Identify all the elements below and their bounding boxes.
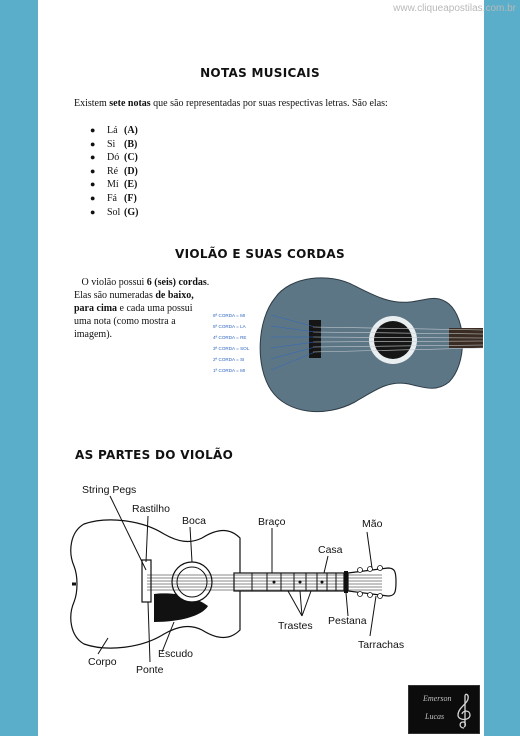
intro-bold: sete notas (109, 98, 151, 109)
note-name: Fá (107, 192, 117, 204)
intro-paragraph (74, 97, 388, 110)
intro-text-end: que são representadas por suas respectivas letras. São elas: (150, 98, 388, 109)
intro-text: Existem (74, 98, 110, 109)
note-letter: (E) (124, 179, 138, 191)
section-title-partes: AS PARTES DO VIOLÃO (75, 448, 234, 462)
label-tarrachas: Tarrachas (358, 639, 405, 651)
note-letter: (G) (124, 206, 139, 218)
label-braco: Braço (258, 516, 286, 528)
list-item (90, 124, 138, 138)
guitar-body (260, 278, 462, 412)
section-title-cordas: VIOLÃO E SUAS CORDAS (175, 247, 345, 261)
note-name: Si (107, 138, 116, 150)
list-item (90, 151, 138, 165)
section-title-notas: NOTAS MUSICAIS (200, 66, 320, 80)
frame-right (484, 0, 520, 736)
note-name: Dó (107, 152, 120, 164)
guitar-strings-photo (205, 268, 483, 420)
note-name: Sol (107, 206, 121, 218)
bullet: ● (90, 206, 96, 217)
notes-list (90, 124, 138, 219)
label-escudo: Escudo (158, 648, 194, 660)
string-label: 5ª CORDA = LA (213, 324, 246, 329)
list-item (90, 206, 138, 220)
note-name: Ré (107, 165, 119, 177)
note-name: Mí (107, 179, 119, 191)
author-logo (408, 685, 480, 734)
list-item (90, 192, 138, 206)
bullet: ● (90, 192, 96, 203)
headstock (348, 568, 396, 596)
label-trastes: Trastes (278, 620, 313, 632)
label-mao: Mão (362, 518, 383, 530)
note-name: Lá (107, 125, 118, 136)
bullet: ● (90, 165, 96, 176)
string-label: 2ª CORDA = SI (213, 357, 245, 362)
cordas-line-5: imagem). (74, 329, 113, 340)
label-pestana: Pestana (328, 615, 367, 627)
label-string-pegs: String Pegs (82, 484, 137, 496)
label-corpo: Corpo (88, 656, 117, 668)
string-label: 3ª CORDA = SOL (213, 346, 250, 351)
soundhole (177, 567, 207, 597)
logo-line-2: Lucas (425, 712, 445, 721)
label-boca: Boca (182, 515, 206, 527)
logo-line-1: Emerson (423, 694, 452, 703)
soundhole (374, 321, 412, 359)
note-letter: (A) (124, 125, 138, 136)
bullet: ● (90, 138, 96, 149)
bullet: ● (90, 179, 96, 190)
cordas-line-1: O violão possui 6 (seis) cordas. (81, 277, 210, 288)
note-letter: (D) (124, 165, 138, 177)
bullet: ● (90, 152, 96, 163)
label-casa: Casa (318, 544, 343, 556)
frame-left (0, 0, 38, 736)
bullet: ● (90, 125, 96, 135)
cordas-line-4: uma nota (como mostra a (74, 316, 176, 327)
watermark[interactable]: www.cliqueapostilas.com.br (393, 3, 516, 14)
string-label: 4ª CORDA = RE (213, 335, 247, 340)
note-letter: (F) (124, 192, 137, 204)
list-item (90, 138, 138, 152)
list-item (90, 165, 138, 179)
label-ponte: Ponte (136, 664, 164, 676)
cordas-paragraph (74, 276, 224, 341)
label-rastilho: Rastilho (132, 503, 170, 515)
list-item (90, 178, 138, 192)
guitar-parts-diagram (62, 476, 407, 676)
treble-clef-icon (453, 692, 475, 730)
note-letter: (B) (124, 138, 138, 150)
cordas-line-3: para cima e cada uma possui (74, 303, 193, 314)
string-labels (213, 313, 250, 373)
cordas-line-2: Elas são numeradas de baixo, (74, 290, 194, 301)
note-letter: (C) (124, 152, 138, 164)
string-label: 1ª CORDA = MI (213, 368, 246, 373)
string-label: 6ª CORDA = MI (213, 313, 246, 318)
